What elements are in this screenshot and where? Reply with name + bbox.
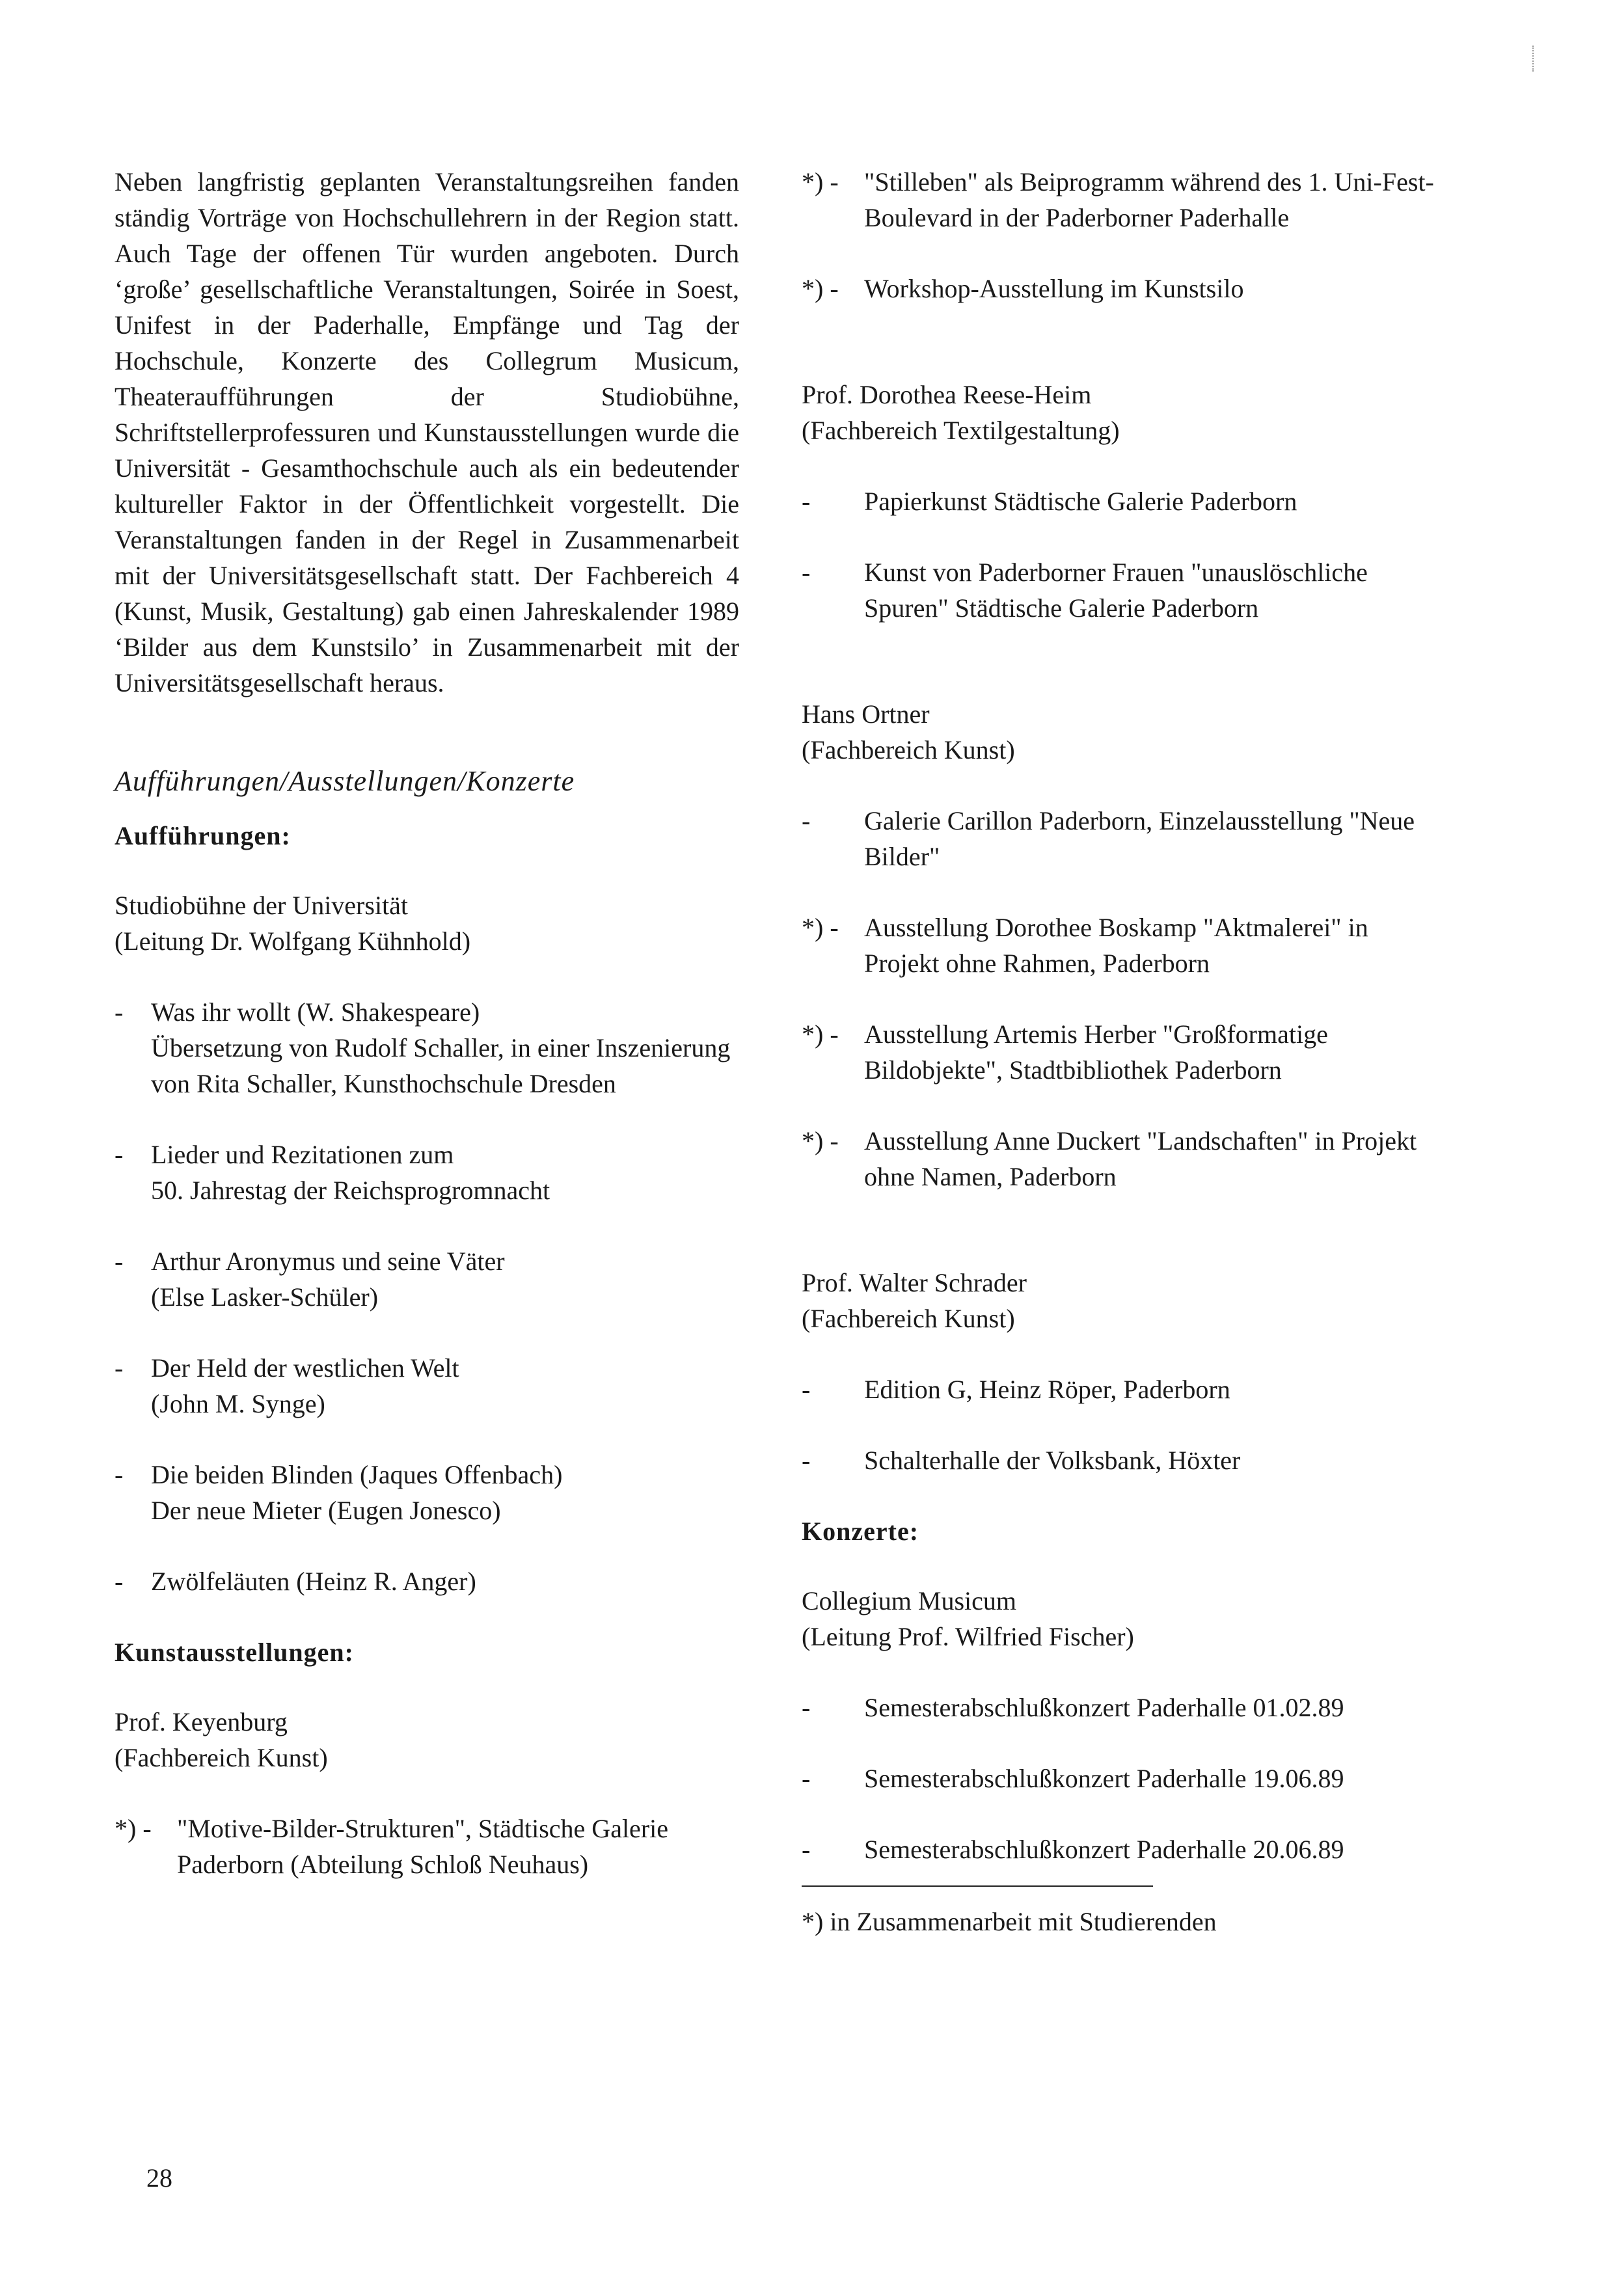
- list-item: [115, 1350, 739, 1422]
- list-item: [802, 1442, 1439, 1478]
- item-line: Der neue Mieter (Eugen Jonesco): [151, 1496, 501, 1525]
- item-line: Was ihr wollt (W. Shakespeare): [151, 997, 480, 1027]
- list-item: [115, 1243, 739, 1315]
- intro-paragraph: Neben langfristig geplanten Veranstaltungsreihen fanden ständig Vorträge von Hochschullehrern in der Region statt. Auch Tage der offenen Tür wurden angeboten. Durch ‘große’ gesellschaftliche Veranstaltungen, Soirée in Soest, Unifest in der Paderhalle, Empfänge und Tag der Hochschule, Konzerte des Collegrum Musicum, Theateraufführungen der Studiobühne, Schriftstellerprofessuren und Kunstausstellungen wurde die Universität - Gesamthochschule auch als ein bedeutender kultureller Faktor in der Öffentlichkeit vorgestellt. Die Veranstaltungen fanden in der Regel in Zusammenarbeit mit der Universitätsgesellschaft statt. Der Fachbereich 4 (Kunst, Musik, Gestaltung) gab einen Jahreskalender 1989 ‘Bilder aus dem Kunstsilo’ in Zusammenarbeit mit der Universitätsgesellschaft heraus.: [115, 167, 739, 697]
- group-subtitle: (Leitung Prof. Wilfried Fischer): [802, 1622, 1134, 1651]
- item-line: Zwölfeläuten (Heinz R. Anger): [151, 1567, 476, 1596]
- group-subtitle: (Fachbereich Kunst): [802, 735, 1015, 764]
- section-heading: Aufführungen/Ausstellungen/Konzerte: [115, 765, 575, 797]
- list-item: [115, 994, 739, 1101]
- page-number: 28: [146, 2163, 172, 2193]
- item-line: Arthur Aronymus und seine Väter: [151, 1247, 505, 1276]
- list-marker: *) -: [802, 913, 839, 942]
- group-title: Prof. Walter Schrader: [802, 1268, 1027, 1297]
- item-line: Lieder und Rezitationen zum: [151, 1140, 454, 1169]
- group-subtitle: (Fachbereich Kunst): [802, 1304, 1015, 1333]
- list-item: [115, 1137, 739, 1208]
- group-title: Prof. Dorothea Reese-Heim: [802, 380, 1092, 409]
- group-subtitle: (Fachbereich Textilgestaltung): [802, 416, 1120, 445]
- list-marker: -: [115, 1353, 124, 1383]
- spacer: [802, 1230, 1439, 1265]
- list-marker: *) -: [802, 1020, 839, 1049]
- group-subtitle: (Fachbereich Kunst): [115, 1743, 328, 1772]
- group-title: Prof. Keyenburg: [115, 1707, 288, 1736]
- list-marker: -: [802, 1764, 811, 1793]
- item-line: Edition G, Heinz Röper, Paderborn: [864, 1375, 1230, 1404]
- item-line: Papierkunst Städtische Galerie Paderborn: [864, 487, 1297, 516]
- group-title: Collegium Musicum: [802, 1586, 1016, 1615]
- list-item: [115, 1563, 739, 1599]
- item-line: 50. Jahrestag der Reichsprogromnacht: [151, 1176, 550, 1205]
- list-item: [802, 271, 1439, 306]
- item-line: "Stilleben" als Beiprogramm während des 1. Uni-Fest-Boulevard in der Paderborner Paderhalle: [864, 167, 1434, 232]
- studiobuehne-group: [115, 887, 739, 959]
- list-item: [115, 1811, 739, 1882]
- list-marker: -: [802, 1446, 811, 1475]
- list-marker: *) -: [802, 167, 839, 196]
- list-marker: -: [115, 997, 124, 1027]
- list-marker: *) -: [802, 1126, 839, 1155]
- item-line: Ausstellung Artemis Herber "Großformatige Bildobjekte", Stadtbibliothek Paderborn: [864, 1020, 1328, 1085]
- list-marker: -: [802, 1835, 811, 1864]
- item-line: Die beiden Blinden (Jaques Offenbach): [151, 1460, 563, 1489]
- keyenburg-group: [115, 1704, 739, 1776]
- item-line: (Else Lasker-Schüler): [151, 1282, 379, 1312]
- item-line: "Motive-Bilder-Strukturen", Städtische Galerie Paderborn (Abteilung Schloß Neuhaus): [177, 1814, 668, 1879]
- list-item: [802, 803, 1439, 874]
- konzerte-heading: Konzerte:: [802, 1517, 919, 1546]
- item-line: Semesterabschlußkonzert Paderhalle 19.06.89: [864, 1764, 1344, 1793]
- group-title: Hans Ortner: [802, 699, 930, 729]
- list-item: [802, 910, 1439, 981]
- spacer: [802, 342, 1439, 377]
- list-marker: -: [115, 1140, 124, 1169]
- kunstausstellungen-heading: Kunstausstellungen:: [115, 1638, 354, 1667]
- list-marker: -: [115, 1247, 124, 1276]
- list-marker: *) -: [802, 274, 839, 303]
- list-item: [802, 1016, 1439, 1088]
- item-line: Der Held der westlichen Welt: [151, 1353, 459, 1383]
- list-marker: *) -: [115, 1814, 152, 1843]
- item-line: Semesterabschlußkonzert Paderhalle 20.06.89: [864, 1835, 1344, 1864]
- list-marker: -: [802, 806, 811, 835]
- list-marker: -: [115, 1567, 124, 1596]
- list-item: [802, 1371, 1439, 1407]
- item-line: (John M. Synge): [151, 1389, 325, 1418]
- spacer: [802, 661, 1439, 696]
- group-subtitle: (Leitung Dr. Wolfgang Kühnhold): [115, 926, 471, 956]
- item-line: Workshop-Ausstellung im Kunstsilo: [864, 274, 1244, 303]
- list-item: [115, 1457, 739, 1528]
- group-title: Studiobühne der Universität: [115, 891, 409, 920]
- item-line: Ausstellung Dorothee Boskamp "Aktmalerei" in Projekt ohne Rahmen, Paderborn: [864, 913, 1368, 978]
- list-item: [802, 1123, 1439, 1195]
- item-line: Übersetzung von Rudolf Schaller, in einer Inszenierung von Rita Schaller, Kunsthochschule Dresden: [151, 1033, 731, 1098]
- item-line: Schalterhalle der Volksbank, Höxter: [864, 1446, 1241, 1475]
- left-column: [115, 164, 739, 1917]
- scan-artifact: [1532, 46, 1536, 72]
- list-marker: -: [802, 558, 811, 587]
- right-column: [802, 164, 1439, 1939]
- auffuehrungen-heading: Aufführungen:: [115, 821, 291, 850]
- footnote-divider: [802, 1885, 1153, 1887]
- list-item: [802, 1690, 1439, 1725]
- list-marker: -: [115, 1460, 124, 1489]
- list-item: [802, 164, 1439, 236]
- schrader-group: [802, 1265, 1439, 1336]
- list-marker: -: [802, 1375, 811, 1404]
- list-marker: -: [802, 487, 811, 516]
- ortner-group: [802, 696, 1439, 768]
- list-item: [802, 1831, 1439, 1867]
- item-line: Semesterabschlußkonzert Paderhalle 01.02.89: [864, 1693, 1344, 1722]
- list-item: [802, 554, 1439, 626]
- footnote: *) in Zusammenarbeit mit Studierenden: [802, 1907, 1217, 1936]
- item-line: Galerie Carillon Paderborn, Einzelausstellung "Neue Bilder": [864, 806, 1415, 871]
- list-marker: -: [802, 1693, 811, 1722]
- list-item: [802, 1761, 1439, 1796]
- list-item: [802, 483, 1439, 519]
- collegium-group: [802, 1583, 1439, 1654]
- item-line: Ausstellung Anne Duckert "Landschaften" in Projekt ohne Namen, Paderborn: [864, 1126, 1417, 1191]
- item-line: Kunst von Paderborner Frauen "unauslöschliche Spuren" Städtische Galerie Paderborn: [864, 558, 1368, 623]
- reese-heim-group: [802, 377, 1439, 448]
